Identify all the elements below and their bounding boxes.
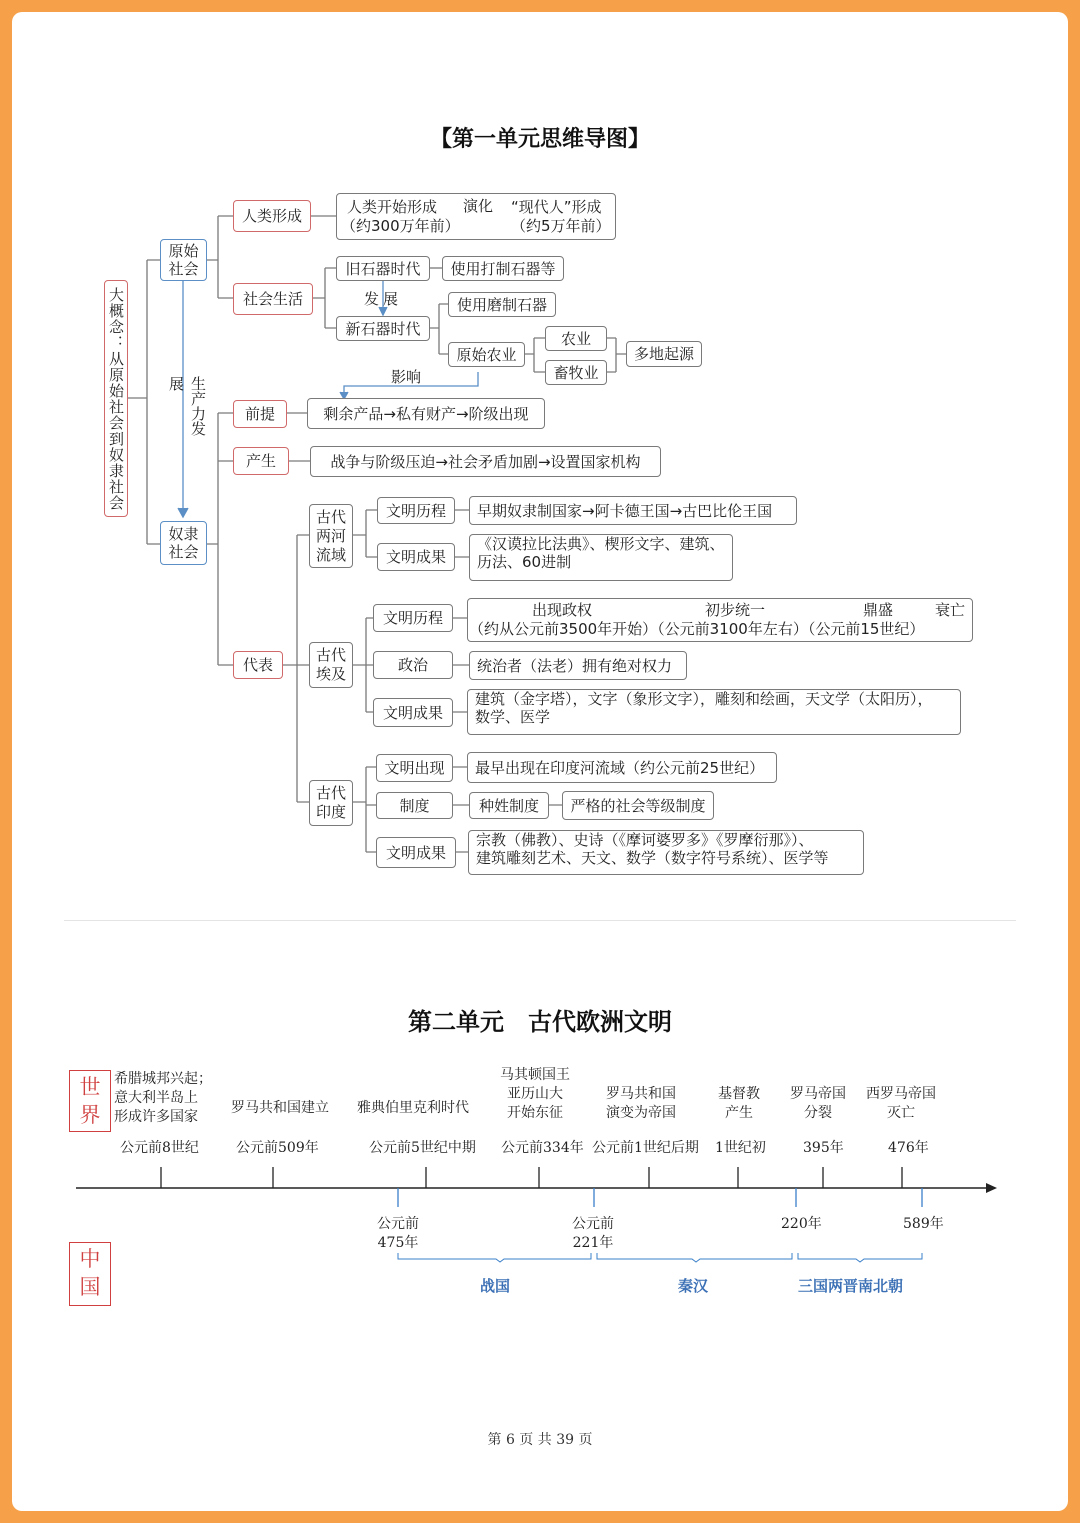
- china-label: 中国: [79, 1247, 101, 1299]
- period-warring-states: 战国: [480, 1277, 511, 1295]
- primitive-society-label: 原始社会: [168, 242, 199, 278]
- china-date: 公元前 475年: [377, 1216, 419, 1251]
- human-origin-box: 人类形成: [233, 200, 311, 232]
- world-date: 395年: [803, 1140, 844, 1156]
- world-event: 罗马帝国 分裂: [790, 1086, 846, 1121]
- in-ach-line2: 建筑雕刻艺术、天文、数学（数字符号系统）、医学等: [476, 849, 829, 867]
- influence-label: 影响: [391, 368, 422, 386]
- neolithic-box: 新石器时代: [336, 316, 430, 341]
- caste-box: 种姓制度: [469, 792, 549, 819]
- eg-stage4: 衰亡: [935, 601, 966, 619]
- eg-time-line: （约从公元前3500年开始）（公元前3100年左右）（公元前15世纪）: [469, 620, 925, 638]
- big-concept-text: 大概念：从原始社会到奴隶社会: [107, 286, 125, 511]
- world-date: 476年: [888, 1140, 929, 1156]
- meso-achievement-box: 文明成果: [377, 543, 455, 571]
- world-date: 1世纪初: [715, 1140, 766, 1156]
- brace-qin-han: [597, 1253, 792, 1262]
- eg-stage1: 出现政权: [532, 601, 593, 619]
- evolve-label: 演化: [463, 197, 494, 215]
- egypt-history-box: 文明历程: [373, 604, 453, 632]
- emergence-text-box: 战争与阶级压迫→社会矛盾加剧→设置国家机构: [310, 446, 661, 477]
- india-achievement-box: 文明成果: [376, 837, 456, 868]
- husbandry-box: 畜牧业: [545, 360, 607, 385]
- meso-history-text: 早期奴隶制国家→阿卡德王国→古巴比伦王国: [469, 496, 797, 525]
- chipped-tools-box: 使用打制石器等: [442, 256, 564, 281]
- china-date: 220年: [781, 1216, 822, 1232]
- develop-label: 发展: [364, 290, 403, 308]
- primitive-agri-box: 原始农业: [448, 342, 525, 367]
- egypt-achievement-box: 文明成果: [373, 698, 453, 727]
- eg-stage3: 鼎盛: [863, 601, 894, 619]
- period-three-kingdoms: 三国两晋南北朝: [798, 1277, 904, 1295]
- human-start-time: （约300万年前）: [341, 217, 460, 235]
- egypt-politics-box: 政治: [373, 651, 453, 679]
- world-date: 公元前1世纪后期: [592, 1140, 699, 1156]
- india-appear-box: 文明出现: [376, 754, 453, 782]
- unit1-title: 【第一单元思维导图】: [429, 126, 650, 152]
- india-appear-text: 最早出现在印度河流域（约公元前25世纪）: [467, 752, 777, 783]
- premise-text-box: 剩余产品→私有财产→阶级出现: [307, 398, 545, 429]
- eg-stage2: 初步统一: [705, 601, 766, 619]
- unit2-title: 第二单元 古代欧洲文明: [408, 1008, 672, 1036]
- representative-box: 代表: [233, 651, 283, 679]
- modern-human-time: （约5万年前）: [511, 217, 611, 235]
- egypt-politics-text: 统治者（法老）拥有绝对权力: [469, 651, 687, 680]
- eg-ach-line1: 建筑（金字塔），文字（象形文字），雕刻和绘画，天文学（太阳历），: [475, 690, 933, 708]
- world-event: 基督教 产生: [718, 1086, 760, 1121]
- modern-human: “现代人”形成: [511, 198, 602, 216]
- in-ach-line1: 宗教（佛教）、史诗（《摩诃婆罗多》《罗摩衍那》）、: [476, 831, 814, 849]
- world-date: 公元前8世纪: [120, 1140, 199, 1156]
- premise-box: 前提: [233, 400, 287, 428]
- slave-society-label: 奴隶社会: [168, 525, 199, 561]
- multi-origin-box: 多地起源: [626, 341, 702, 367]
- india-label: 古代印度: [315, 784, 346, 821]
- meso-label: 古代两河流域: [315, 507, 346, 564]
- page-footer: 第 6 页 共 39 页: [487, 1432, 593, 1448]
- emergence-box: 产生: [233, 447, 289, 475]
- world-event: 马其顿国王 亚历山大 开始东征: [500, 1067, 570, 1121]
- world-event: 雅典伯里克利时代: [357, 1100, 469, 1116]
- polished-tools-box: 使用磨制石器: [448, 292, 556, 317]
- timeline-arrow-icon: [986, 1183, 997, 1193]
- caste-text-box: 严格的社会等级制度: [562, 791, 714, 820]
- social-life-box: 社会生活: [233, 283, 313, 315]
- world-date: 公元前334年: [501, 1140, 584, 1156]
- eg-ach-line2: 数学、医学: [475, 708, 551, 726]
- meso-ach-line1: 《汉谟拉比法典》、楔形文字、建筑、: [477, 535, 725, 553]
- india-system-box: 制度: [376, 792, 453, 819]
- world-event: 罗马共和国 演变为帝国: [606, 1086, 676, 1121]
- world-event: 罗马共和国建立: [231, 1100, 329, 1116]
- world-event: 希腊城邦兴起； 意大利半岛上 形成许多国家: [114, 1071, 212, 1125]
- paleolithic-box: 旧石器时代: [336, 256, 430, 281]
- world-event: 西罗马帝国 灭亡: [866, 1086, 936, 1121]
- world-date: 公元前5世纪中期: [369, 1140, 476, 1156]
- meso-ach-line2: 历法、60进制: [477, 553, 572, 571]
- human-start: 人类开始形成: [347, 198, 438, 216]
- brace-three-kingdoms: [798, 1253, 922, 1262]
- china-date: 589年: [903, 1216, 944, 1232]
- meso-history-box: 文明历程: [377, 497, 455, 524]
- world-label: 世界: [79, 1075, 101, 1127]
- world-date: 公元前509年: [236, 1140, 319, 1156]
- china-date: 公元前 221年: [572, 1216, 614, 1251]
- productivity-label: 生产力发展: [167, 376, 207, 436]
- egypt-label: 古代埃及: [315, 646, 346, 683]
- farming-box: 农业: [545, 326, 607, 351]
- brace-warring-states: [398, 1253, 591, 1262]
- period-qin-han: 秦汉: [678, 1277, 709, 1295]
